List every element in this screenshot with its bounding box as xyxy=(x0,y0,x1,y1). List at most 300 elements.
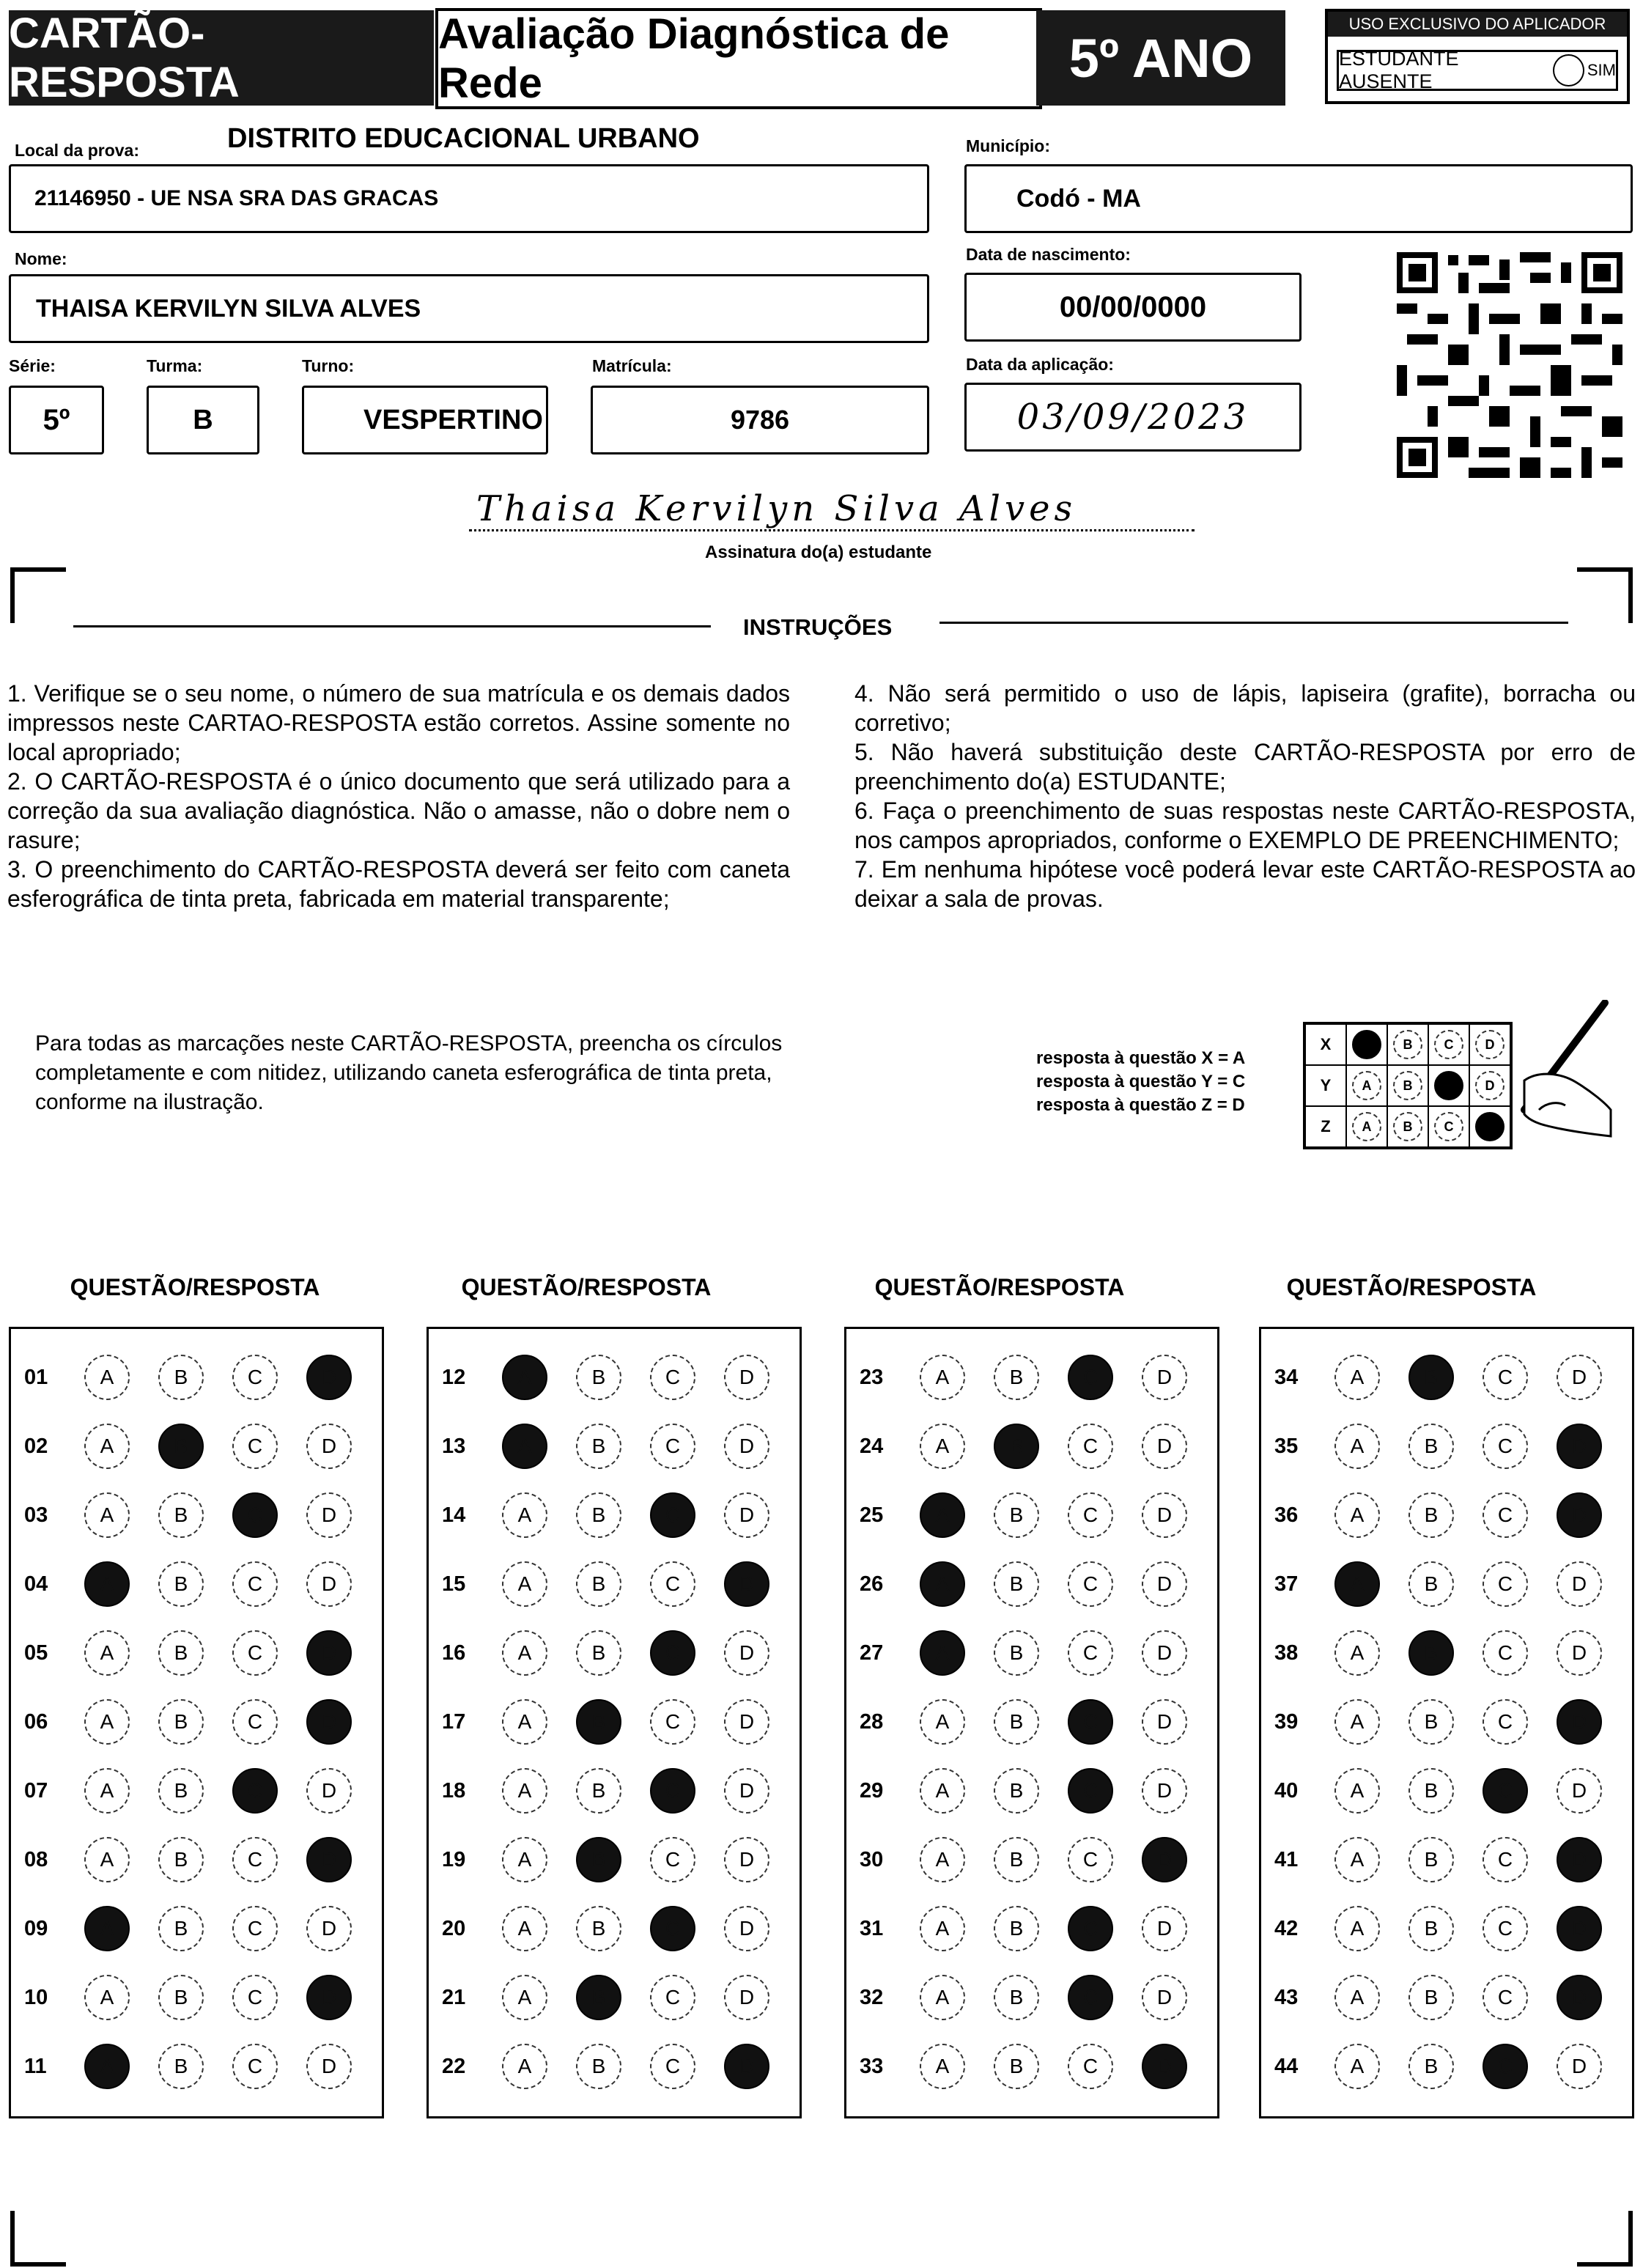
answer-bubble-a[interactable]: A xyxy=(502,2044,547,2089)
answer-bubble-c[interactable]: C xyxy=(650,1355,695,1400)
answer-row xyxy=(11,1355,380,1399)
example-bubble-b: B xyxy=(1393,1112,1422,1141)
answer-bubble-d[interactable]: D xyxy=(306,1561,352,1607)
answer-bubble-a[interactable]: A xyxy=(1334,1768,1380,1814)
answer-bubble-a[interactable]: A xyxy=(84,1699,130,1745)
answer-bubble-d[interactable]: D xyxy=(1142,1492,1187,1538)
example-cell xyxy=(1346,1106,1387,1147)
answer-row xyxy=(11,1838,380,1882)
answer-bubble-b[interactable]: B xyxy=(158,1355,204,1400)
answer-bubble-b[interactable]: B xyxy=(158,1630,204,1676)
answer-bubble-a[interactable]: A xyxy=(502,1492,547,1538)
answer-bubble-d[interactable]: D xyxy=(1557,1699,1602,1745)
answer-bubble-c[interactable]: C xyxy=(1483,1699,1528,1745)
answer-bubble-b[interactable]: B xyxy=(1408,1561,1454,1607)
answer-bubble-d[interactable]: D xyxy=(1142,2044,1187,2089)
turma-label: Turma: xyxy=(147,356,203,375)
question-number: 42 xyxy=(1274,1916,1299,1940)
serie-label: Série: xyxy=(9,356,56,375)
answer-bubble-c[interactable]: C xyxy=(1068,1424,1113,1469)
answer-bubble-a[interactable]: A xyxy=(920,1561,965,1607)
answer-bubble-a[interactable]: A xyxy=(502,1975,547,2020)
answer-bubble-c[interactable]: C xyxy=(650,2044,695,2089)
answer-bubble-c[interactable]: C xyxy=(650,1768,695,1814)
answer-bubble-c[interactable]: C xyxy=(232,1630,278,1676)
instructions-rule-left xyxy=(73,625,711,627)
answer-bubble-a[interactable]: A xyxy=(1334,1837,1380,1882)
instruction-item: 3. O preenchimento do CARTÃO-RESPOSTA deverá ser feito com caneta esferográfica de tinta preta, fabricada em material transparente; xyxy=(7,856,790,912)
question-number: 30 xyxy=(860,1847,884,1871)
answer-bubble-d[interactable]: D xyxy=(724,1630,769,1676)
answer-bubble-c[interactable]: C xyxy=(1068,1699,1113,1745)
answer-bubble-a[interactable]: A xyxy=(920,1699,965,1745)
answer-bubble-a[interactable]: A xyxy=(1334,1975,1380,2020)
answer-bubble-a[interactable]: A xyxy=(920,1492,965,1538)
municipio-field xyxy=(964,164,1633,233)
answer-bubble-a[interactable]: A xyxy=(920,2044,965,2089)
answer-bubble-d[interactable]: D xyxy=(306,1906,352,1951)
question-number: 03 xyxy=(24,1503,48,1527)
answer-bubble-b[interactable]: B xyxy=(994,1699,1039,1745)
answer-bubble-d[interactable]: D xyxy=(1557,1906,1602,1951)
example-bubble-a: A xyxy=(1352,1030,1381,1059)
answer-bubble-c[interactable]: C xyxy=(232,1837,278,1882)
answer-bubble-d[interactable]: D xyxy=(1142,1355,1187,1400)
answer-bubble-d[interactable]: D xyxy=(724,1768,769,1814)
answer-bubble-a[interactable]: A xyxy=(84,1837,130,1882)
answer-bubble-a[interactable]: A xyxy=(1334,1561,1380,1607)
answer-bubble-b[interactable]: B xyxy=(576,1492,621,1538)
answer-bubble-d[interactable]: D xyxy=(1557,1630,1602,1676)
answer-bubble-d[interactable]: D xyxy=(724,1492,769,1538)
answer-bubble-b[interactable]: B xyxy=(576,1837,621,1882)
answer-bubble-c[interactable]: C xyxy=(232,2044,278,2089)
answer-bubble-c[interactable]: C xyxy=(1483,1768,1528,1814)
handwritten-signature: Thaisa Kervilyn Silva Alves xyxy=(476,488,1077,529)
question-number: 18 xyxy=(442,1778,466,1803)
municipio-value: Codó - MA xyxy=(1016,184,1141,213)
instructions-left xyxy=(7,679,790,913)
answer-bubble-b[interactable]: B xyxy=(576,1975,621,2020)
answer-row xyxy=(846,1631,1216,1675)
answer-bubble-b[interactable]: B xyxy=(576,1630,621,1676)
answer-row xyxy=(846,1976,1216,2020)
answer-row xyxy=(1261,1631,1631,1675)
answer-bubble-a[interactable]: A xyxy=(502,1630,547,1676)
question-number: 08 xyxy=(24,1847,48,1871)
answer-bubble-c[interactable]: C xyxy=(1068,1355,1113,1400)
qr-code xyxy=(1397,252,1622,478)
answer-bubble-c[interactable]: C xyxy=(232,1492,278,1538)
answer-row xyxy=(846,1769,1216,1813)
answer-bubble-b[interactable]: B xyxy=(994,2044,1039,2089)
corner-mark-tl xyxy=(10,567,66,623)
turno-value: VESPERTINO xyxy=(363,404,543,435)
question-number: 22 xyxy=(442,2054,466,2078)
answer-bubble-c[interactable]: C xyxy=(1483,1837,1528,1882)
corner-mark-tr xyxy=(1577,567,1633,623)
answer-row xyxy=(846,1562,1216,1606)
answer-bubble-a[interactable]: A xyxy=(1334,1492,1380,1538)
answer-bubble-c[interactable]: C xyxy=(1483,1355,1528,1400)
answer-bubble-a[interactable]: A xyxy=(920,1768,965,1814)
nascimento-field xyxy=(964,273,1302,342)
answer-bubble-d[interactable]: D xyxy=(1142,1837,1187,1882)
question-number: 11 xyxy=(24,2054,47,2078)
answer-bubble-b[interactable]: B xyxy=(1408,1424,1454,1469)
answer-bubble-b[interactable]: B xyxy=(158,1768,204,1814)
instructions-right xyxy=(854,679,1636,913)
answer-row xyxy=(11,1493,380,1537)
example-row-label: X xyxy=(1305,1024,1346,1065)
answer-bubble-a[interactable]: A xyxy=(1334,1424,1380,1469)
answer-row xyxy=(429,1562,798,1606)
answer-bubble-d[interactable]: D xyxy=(1142,1975,1187,2020)
answer-bubble-a[interactable]: A xyxy=(84,2044,130,2089)
answer-row xyxy=(846,1838,1216,1882)
answer-bubble-c[interactable]: C xyxy=(1068,2044,1113,2089)
answer-bubble-a[interactable]: A xyxy=(1334,1699,1380,1745)
question-number: 09 xyxy=(24,1916,48,1940)
answer-bubble-d[interactable]: D xyxy=(306,1975,352,2020)
answer-bubble-c[interactable]: C xyxy=(650,1424,695,1469)
question-number: 12 xyxy=(442,1365,466,1389)
answer-bubble-d[interactable]: D xyxy=(724,1975,769,2020)
answer-bubble-b[interactable]: B xyxy=(994,1630,1039,1676)
turma-value: B xyxy=(193,404,213,435)
answer-bubble-b[interactable]: B xyxy=(576,1768,621,1814)
answer-bubble-a[interactable]: A xyxy=(502,1424,547,1469)
answer-bubble-b[interactable]: B xyxy=(1408,1975,1454,2020)
answer-bubble-c[interactable]: C xyxy=(650,1561,695,1607)
answer-bubble-b[interactable]: B xyxy=(158,2044,204,2089)
answer-bubble-d[interactable]: D xyxy=(1142,1424,1187,1469)
answer-bubble-a[interactable]: A xyxy=(920,1424,965,1469)
example-bubble-b: B xyxy=(1393,1071,1422,1100)
example-bubble-c: C xyxy=(1434,1030,1463,1059)
answer-row xyxy=(846,1424,1216,1468)
answer-bubble-a[interactable]: A xyxy=(502,1561,547,1607)
answer-bubble-d[interactable]: D xyxy=(306,1492,352,1538)
answer-bubble-d[interactable]: D xyxy=(306,1424,352,1469)
answer-bubble-b[interactable]: B xyxy=(994,1906,1039,1951)
example-bubble-d: D xyxy=(1475,1030,1504,1059)
instruction-item: 6. Faça o preenchimento de suas respostas neste CARTÃO-RESPOSTA, nos campos apropriados, conforme o EXEMPLO DE PREENCHIMENTO; xyxy=(854,798,1636,853)
answer-bubble-b[interactable]: B xyxy=(158,1424,204,1469)
matricula-value: 9786 xyxy=(730,405,790,435)
question-column-box xyxy=(1259,1327,1634,2118)
instruction-item: 7. Em nenhuma hipótese você poderá levar este CARTÃO-RESPOSTA ao deixar a sala de provas. xyxy=(854,856,1636,912)
answer-bubble-d[interactable]: D xyxy=(724,1424,769,1469)
answer-bubble-c[interactable]: C xyxy=(650,1975,695,2020)
answer-bubble-a[interactable]: A xyxy=(1334,1630,1380,1676)
answer-row xyxy=(429,1355,798,1399)
question-number: 36 xyxy=(1274,1503,1299,1527)
answer-bubble-a[interactable]: A xyxy=(84,1492,130,1538)
answer-row xyxy=(429,1769,798,1813)
answer-bubble-a[interactable]: A xyxy=(920,1630,965,1676)
question-number: 37 xyxy=(1274,1572,1299,1596)
answer-bubble-d[interactable]: D xyxy=(1557,1561,1602,1607)
answer-row xyxy=(1261,1562,1631,1606)
answer-row xyxy=(11,1562,380,1606)
answer-bubble-c[interactable]: C xyxy=(232,1906,278,1951)
answer-bubble-c[interactable]: C xyxy=(1068,1561,1113,1607)
answer-bubble-b[interactable]: B xyxy=(994,1492,1039,1538)
question-number: 20 xyxy=(442,1916,466,1940)
answer-bubble-b[interactable]: B xyxy=(994,1975,1039,2020)
answer-bubble-c[interactable]: C xyxy=(1068,1630,1113,1676)
answer-bubble-c[interactable]: C xyxy=(650,1837,695,1882)
example-answer-line: resposta à questão X = A xyxy=(1036,1048,1246,1068)
answer-row xyxy=(429,1976,798,2020)
answer-bubble-c[interactable]: C xyxy=(232,1355,278,1400)
aplicacao-label: Data da aplicação: xyxy=(966,355,1114,374)
question-number: 06 xyxy=(24,1709,48,1734)
question-number: 41 xyxy=(1274,1847,1299,1871)
answer-bubble-b[interactable]: B xyxy=(994,1424,1039,1469)
answer-bubble-a[interactable]: A xyxy=(920,1355,965,1400)
answer-bubble-b[interactable]: B xyxy=(994,1768,1039,1814)
answer-row xyxy=(846,1907,1216,1951)
answer-row xyxy=(429,1493,798,1537)
answer-bubble-c[interactable]: C xyxy=(1068,1906,1113,1951)
answer-bubble-d[interactable]: D xyxy=(724,1906,769,1951)
example-row-label: Y xyxy=(1305,1065,1346,1106)
nascimento-value: 00/00/0000 xyxy=(1059,290,1207,323)
turno-field xyxy=(302,386,548,454)
answer-bubble-c[interactable]: C xyxy=(1483,1630,1528,1676)
answer-bubble-b[interactable]: B xyxy=(1408,2044,1454,2089)
absent-yes-label: SIM xyxy=(1587,61,1616,79)
answer-bubble-d[interactable]: D xyxy=(306,1699,352,1745)
question-column-box xyxy=(427,1327,802,2118)
answer-bubble-c[interactable]: C xyxy=(1483,1561,1528,1607)
question-column-title: QUESTÃO/RESPOSTA xyxy=(1286,1274,1537,1300)
question-column-title: QUESTÃO/RESPOSTA xyxy=(874,1274,1125,1300)
absent-checkbox[interactable] xyxy=(1553,54,1584,86)
answer-bubble-b[interactable]: B xyxy=(576,1355,621,1400)
answer-bubble-c[interactable]: C xyxy=(1483,1492,1528,1538)
answer-bubble-d[interactable]: D xyxy=(1142,1768,1187,1814)
answer-bubble-c[interactable]: C xyxy=(1483,1975,1528,2020)
question-column-box xyxy=(844,1327,1219,2118)
answer-bubble-d[interactable]: D xyxy=(1142,1906,1187,1951)
answer-row xyxy=(429,1700,798,1744)
example-cell xyxy=(1387,1065,1428,1106)
question-number: 21 xyxy=(442,1985,466,2009)
answer-row xyxy=(429,1631,798,1675)
answer-bubble-a[interactable]: A xyxy=(502,1699,547,1745)
question-number: 16 xyxy=(442,1641,466,1665)
answer-row xyxy=(1261,1355,1631,1399)
answer-bubble-d[interactable]: D xyxy=(1557,1424,1602,1469)
answer-bubble-a[interactable]: A xyxy=(1334,1355,1380,1400)
answer-bubble-d[interactable]: D xyxy=(1557,2044,1602,2089)
answer-bubble-a[interactable]: A xyxy=(1334,1906,1380,1951)
answer-bubble-a[interactable]: A xyxy=(84,1975,130,2020)
answer-row xyxy=(1261,2044,1631,2088)
answer-bubble-b[interactable]: B xyxy=(1408,1906,1454,1951)
answer-bubble-c[interactable]: C xyxy=(1483,1906,1528,1951)
answer-bubble-a[interactable]: A xyxy=(502,1906,547,1951)
applicator-box xyxy=(1325,9,1630,104)
answer-row xyxy=(1261,1769,1631,1813)
answer-bubble-b[interactable]: B xyxy=(576,1906,621,1951)
answer-bubble-b[interactable]: B xyxy=(158,1975,204,2020)
answer-bubble-c[interactable]: C xyxy=(1483,1424,1528,1469)
question-number: 13 xyxy=(442,1434,466,1458)
answer-bubble-b[interactable]: B xyxy=(994,1837,1039,1882)
answer-bubble-d[interactable]: D xyxy=(1142,1561,1187,1607)
question-number: 27 xyxy=(860,1641,884,1665)
answer-bubble-d[interactable]: D xyxy=(306,1837,352,1882)
answer-bubble-b[interactable]: B xyxy=(158,1561,204,1607)
answer-row xyxy=(429,2044,798,2088)
answer-bubble-d[interactable]: D xyxy=(724,1355,769,1400)
answer-row xyxy=(1261,1907,1631,1951)
answer-bubble-c[interactable]: C xyxy=(232,1561,278,1607)
answer-bubble-c[interactable]: C xyxy=(232,1424,278,1469)
answer-bubble-c[interactable]: C xyxy=(650,1492,695,1538)
answer-bubble-c[interactable]: C xyxy=(232,1699,278,1745)
answer-bubble-c[interactable]: C xyxy=(232,1975,278,2020)
answer-bubble-b[interactable]: B xyxy=(1408,1355,1454,1400)
answer-bubble-a[interactable]: A xyxy=(502,1355,547,1400)
answer-row xyxy=(11,1700,380,1744)
answer-bubble-c[interactable]: C xyxy=(1068,1975,1113,2020)
answer-bubble-d[interactable]: D xyxy=(1557,1975,1602,2020)
example-answer-line: resposta à questão Z = D xyxy=(1036,1095,1245,1115)
instruction-item: 2. O CARTÃO-RESPOSTA é o único documento que será utilizado para a correção da sua avaliação diagnóstica. Não o amasse, não o dobre nem o rasure; xyxy=(7,768,790,853)
answer-row xyxy=(846,1355,1216,1399)
answer-bubble-a[interactable]: A xyxy=(920,1975,965,2020)
answer-bubble-c[interactable]: C xyxy=(650,1630,695,1676)
signature-caption: Assinatura do(a) estudante xyxy=(705,542,932,562)
answer-bubble-a[interactable]: A xyxy=(84,1424,130,1469)
answer-bubble-a[interactable]: A xyxy=(920,1837,965,1882)
question-number: 24 xyxy=(860,1434,884,1458)
card-title: CARTÃO-RESPOSTA xyxy=(9,10,434,106)
answer-bubble-c[interactable]: C xyxy=(1068,1492,1113,1538)
answer-bubble-c[interactable]: C xyxy=(1068,1837,1113,1882)
answer-bubble-d[interactable]: D xyxy=(1142,1630,1187,1676)
answer-bubble-b[interactable]: B xyxy=(1408,1630,1454,1676)
question-number: 44 xyxy=(1274,2054,1299,2078)
answer-bubble-d[interactable]: D xyxy=(1557,1768,1602,1814)
answer-bubble-d[interactable]: D xyxy=(724,1561,769,1607)
instructions-rule-right xyxy=(939,622,1568,624)
answer-bubble-d[interactable]: D xyxy=(306,1768,352,1814)
answer-row xyxy=(1261,1976,1631,2020)
answer-bubble-c[interactable]: C xyxy=(650,1906,695,1951)
question-number: 25 xyxy=(860,1503,884,1527)
answer-bubble-d[interactable]: D xyxy=(306,1630,352,1676)
question-number: 19 xyxy=(442,1847,466,1871)
answer-bubble-b[interactable]: B xyxy=(576,1561,621,1607)
applicator-title: USO EXCLUSIVO DO APLICADOR xyxy=(1328,12,1627,37)
answer-row xyxy=(1261,1838,1631,1882)
answer-bubble-a[interactable]: A xyxy=(920,1906,965,1951)
answer-bubble-d[interactable]: D xyxy=(306,1355,352,1400)
answer-bubble-d[interactable]: D xyxy=(306,2044,352,2089)
question-number: 23 xyxy=(860,1365,884,1389)
answer-row xyxy=(1261,1424,1631,1468)
answer-row xyxy=(11,1424,380,1468)
example-bubble-b: B xyxy=(1393,1030,1422,1059)
answer-bubble-d[interactable]: D xyxy=(724,1699,769,1745)
answer-bubble-b[interactable]: B xyxy=(576,2044,621,2089)
nome-field xyxy=(9,274,929,343)
pen-hand-illustration xyxy=(1495,1000,1612,1150)
answer-bubble-b[interactable]: B xyxy=(158,1699,204,1745)
answer-bubble-b[interactable]: B xyxy=(576,1699,621,1745)
answer-row xyxy=(429,1838,798,1882)
answer-bubble-a[interactable]: A xyxy=(84,1906,130,1951)
answer-bubble-a[interactable]: A xyxy=(1334,2044,1380,2089)
answer-bubble-b[interactable]: B xyxy=(1408,1492,1454,1538)
absent-label: ESTUDANTE AUSENTE xyxy=(1339,48,1459,92)
answer-row xyxy=(11,1907,380,1951)
answer-bubble-a[interactable]: A xyxy=(84,1630,130,1676)
question-number: 32 xyxy=(860,1985,884,2009)
example-bubble-a: A xyxy=(1352,1071,1381,1100)
grade-label: 5º ANO xyxy=(1036,10,1285,106)
answer-bubble-b[interactable]: B xyxy=(576,1424,621,1469)
answer-row xyxy=(429,1907,798,1951)
answer-bubble-d[interactable]: D xyxy=(724,2044,769,2089)
answer-bubble-d[interactable]: D xyxy=(1557,1355,1602,1400)
question-number: 33 xyxy=(860,2054,884,2078)
answer-row xyxy=(1261,1493,1631,1537)
instruction-item: 5. Não haverá substituição deste CARTÃO-RESPOSTA por erro de preenchimento do(a) ESTUDANTE; xyxy=(854,739,1636,795)
answer-bubble-d[interactable]: D xyxy=(724,1837,769,1882)
nome-value: THAISA KERVILYN SILVA ALVES xyxy=(36,294,421,323)
answer-bubble-b[interactable]: B xyxy=(158,1837,204,1882)
example-cell xyxy=(1428,1106,1469,1147)
example-cell xyxy=(1428,1024,1469,1065)
answer-bubble-c[interactable]: C xyxy=(232,1768,278,1814)
question-number: 14 xyxy=(442,1503,466,1527)
question-number: 43 xyxy=(1274,1985,1299,2009)
answer-bubble-b[interactable]: B xyxy=(1408,1768,1454,1814)
answer-bubble-d[interactable]: D xyxy=(1557,1837,1602,1882)
answer-bubble-a[interactable]: A xyxy=(84,1355,130,1400)
example-row-label: Z xyxy=(1305,1106,1346,1147)
answer-bubble-b[interactable]: B xyxy=(994,1355,1039,1400)
question-number: 02 xyxy=(24,1434,48,1458)
question-number: 04 xyxy=(24,1572,48,1596)
answer-bubble-c[interactable]: C xyxy=(1068,1768,1113,1814)
answer-bubble-d[interactable]: D xyxy=(1142,1699,1187,1745)
answer-bubble-a[interactable]: A xyxy=(84,1768,130,1814)
answer-bubble-a[interactable]: A xyxy=(84,1561,130,1607)
answer-bubble-b[interactable]: B xyxy=(1408,1699,1454,1745)
answer-bubble-a[interactable]: A xyxy=(502,1768,547,1814)
answer-bubble-d[interactable]: D xyxy=(1557,1492,1602,1538)
turma-field xyxy=(147,386,259,454)
answer-bubble-b[interactable]: B xyxy=(158,1906,204,1951)
answer-bubble-a[interactable]: A xyxy=(502,1837,547,1882)
answer-bubble-c[interactable]: C xyxy=(1483,2044,1528,2089)
local-label: Local da prova: xyxy=(15,141,139,160)
answer-bubble-b[interactable]: B xyxy=(158,1492,204,1538)
question-number: 29 xyxy=(860,1778,884,1803)
answer-bubble-c[interactable]: C xyxy=(650,1699,695,1745)
local-field xyxy=(9,164,929,233)
answer-bubble-b[interactable]: B xyxy=(1408,1837,1454,1882)
answer-bubble-b[interactable]: B xyxy=(994,1561,1039,1607)
